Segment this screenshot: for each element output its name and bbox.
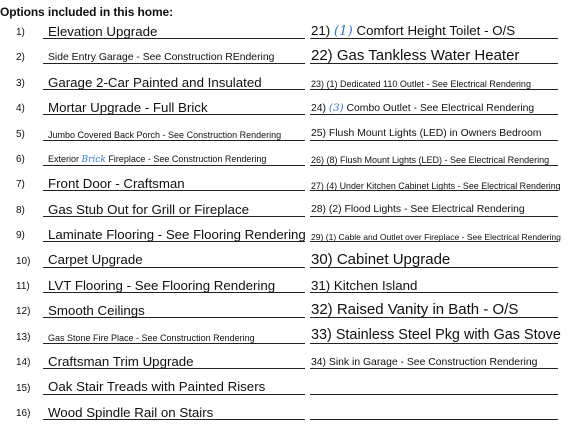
right-option-text: 30) Cabinet Upgrade (311, 250, 451, 268)
row-number: 14) (16, 357, 31, 369)
right-blank-line (310, 140, 558, 141)
right-blank-line (310, 114, 558, 115)
row-number: 13) (16, 331, 31, 343)
row-number: 10) (16, 255, 31, 267)
option-row (0, 347, 576, 373)
row-number: 7) (16, 179, 25, 191)
left-option-text: Craftsman Trim Upgrade (48, 353, 194, 369)
option-row (0, 398, 576, 424)
option-row (0, 246, 576, 272)
right-blank-line (310, 419, 558, 420)
right-option-text: 25) Flush Mount Lights (LED) in Owners Bedroom (311, 128, 542, 140)
left-blank-line (43, 165, 305, 166)
row-number: 12) (16, 306, 31, 318)
handwritten-annotation: Brick (81, 155, 106, 165)
right-option-text: 26) (8) Flush Mount Lights (LED) - See Electrical Rendering (311, 155, 550, 165)
left-blank-line (43, 140, 305, 141)
option-text-part: Exterior (48, 154, 82, 164)
row-number: 16) (16, 408, 31, 419)
option-row (0, 220, 576, 246)
left-option-text: LVT Flooring - See Flooring Rendering (48, 277, 276, 293)
option-text-part: Fireplace - See Construction Rendering (105, 154, 267, 164)
right-option-text: 28) (2) Flood Lights - See Electrical Rendering (311, 204, 525, 216)
option-row (0, 42, 576, 68)
right-blank-line (310, 394, 558, 395)
option-text-part: Combo Outlet - See Electrical Rendering (343, 102, 535, 114)
option-row (0, 68, 576, 94)
option-text-part: 21) (311, 22, 334, 38)
row-number: 6) (16, 154, 25, 165)
row-number: 9) (16, 230, 25, 242)
left-blank-line (43, 63, 305, 64)
option-row (0, 17, 576, 43)
option-text-part: 24) (311, 102, 329, 114)
left-option-text: Wood Spindle Rail on Stairs (48, 404, 214, 420)
option-row (0, 93, 576, 119)
right-option-text: 33) Stainless Steel Pkg with Gas Stove (311, 327, 561, 344)
option-row (0, 195, 576, 221)
option-row (0, 271, 576, 297)
page-title: Options included in this home: (0, 5, 173, 19)
left-option-text: Side Entry Garage - See Construction REndering (48, 51, 275, 63)
right-blank-line (310, 368, 558, 369)
row-number: 2) (16, 52, 25, 64)
left-option-text: Laminate Flooring - See Flooring Rendering (48, 226, 306, 242)
left-option-text: Jumbo Covered Back Porch - See Construction Rendering (48, 129, 282, 140)
right-option-text: 27) (4) Under Kitchen Cabinet Lights - See Electrical Rendering (311, 180, 561, 191)
row-number: 8) (16, 204, 25, 216)
option-row (0, 119, 576, 145)
option-row (0, 296, 576, 322)
left-blank-line (43, 343, 305, 344)
row-number: 15) (16, 382, 31, 394)
right-blank-line (310, 190, 558, 191)
option-row (0, 322, 576, 348)
left-option-text: Carpet Upgrade (48, 252, 143, 268)
right-option-text (311, 103, 534, 114)
row-number: 5) (16, 128, 25, 140)
left-option-text: Oak Stair Treads with Painted Risers (48, 379, 266, 395)
left-option-text: Smooth Ceilings (48, 303, 145, 319)
option-row (0, 373, 576, 399)
option-row (0, 169, 576, 195)
right-option-text: 32) Raised Vanity in Bath - O/S (311, 301, 519, 319)
right-blank-line (310, 216, 558, 217)
option-row (0, 144, 576, 170)
right-option-text: 31) Kitchen Island (311, 277, 418, 293)
left-option-text: Gas Stone Fire Place - See Construction Rendering (48, 332, 255, 343)
handwritten-annotation: (3) (328, 101, 344, 114)
right-option-text: 34) Sink in Garage - See Construction Rendering (311, 356, 538, 368)
row-number: 11) (16, 281, 30, 292)
right-option-text: 22) Gas Tankless Water Heater (311, 47, 520, 65)
left-option-text: Elevation Upgrade (48, 23, 158, 39)
right-option-text: 23) (1) Dedicated 110 Outlet - See Electrical Rendering (311, 78, 531, 89)
left-option-text: Garage 2-Car Painted and Insulated (48, 74, 262, 90)
left-option-text: Front Door - Craftsman (48, 176, 185, 192)
right-blank-line (310, 165, 558, 166)
row-number: 4) (16, 103, 25, 115)
handwritten-annotation: (1) (333, 23, 353, 39)
left-option-text: Mortar Upgrade - Full Brick (48, 99, 208, 115)
row-number: 1) (16, 27, 25, 38)
option-text-part: Comfort Height Toilet - O/S (352, 22, 516, 38)
left-option-text: Gas Stub Out for Grill or Fireplace (48, 201, 249, 217)
right-option-text: 29) (1) Cable and Outlet over Fireplace - See Electrical Rendering (311, 231, 561, 242)
right-option-text (311, 24, 515, 38)
left-option-text (48, 155, 266, 165)
row-number: 3) (16, 77, 25, 89)
right-blank-line (310, 89, 558, 90)
